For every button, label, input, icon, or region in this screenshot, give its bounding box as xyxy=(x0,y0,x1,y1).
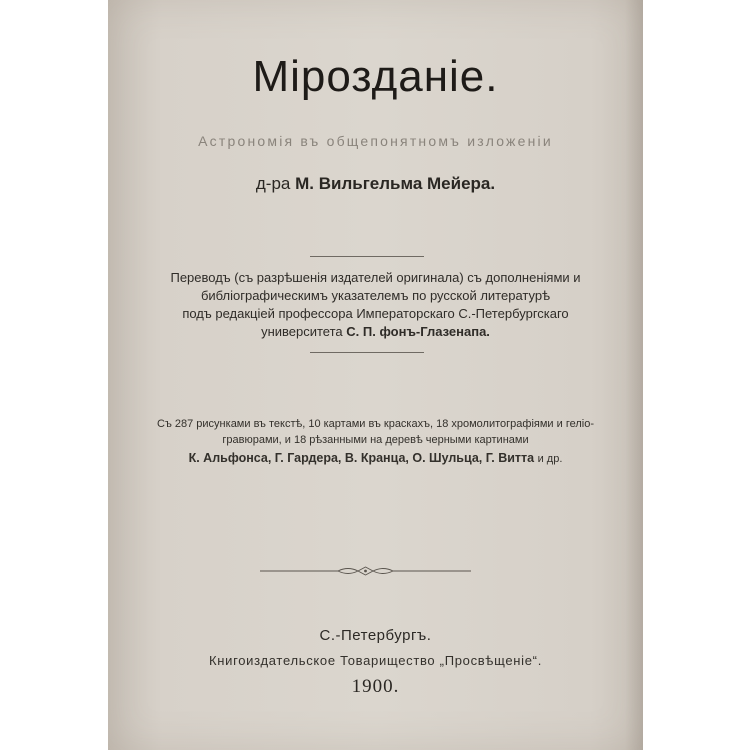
artists-names: К. Альфонса, Г. Гардера, В. Кранца, О. Шульца, Г. Витта xyxy=(188,451,535,465)
imprint-publisher: Книгоиздательское Товарищество „Просвѣщеніе“. xyxy=(208,653,543,668)
divider-bottom xyxy=(310,352,424,353)
translation-line-1: Переводъ (съ разрѣшенія издателей оригинала) съ дополненіями и xyxy=(170,270,581,285)
imprint-city: С.-Петербургъ. xyxy=(319,627,432,644)
illustrations-line-1: Съ 287 рисунками въ текстѣ, 10 картами въ краскахъ, 18 хромолитографіями и геліо- xyxy=(157,418,594,430)
illustrations-note xyxy=(108,416,643,467)
translation-editor: С. П. фонъ-Глазенапа. xyxy=(346,324,490,339)
book-title: Мірозданіе. xyxy=(252,52,499,101)
author-prefix: д-ра xyxy=(255,174,291,193)
author-name: М. Вильгельма Мейера. xyxy=(295,174,496,193)
translation-line-2: библіографическимъ указателемъ по русской литературѣ xyxy=(200,288,551,303)
illustrations-line-2: гравюрами, и 18 рѣзанными на деревѣ черными картинами xyxy=(222,434,529,446)
divider-top xyxy=(310,256,424,257)
illustrations-artists xyxy=(108,450,643,467)
imprint-year: 1900. xyxy=(351,676,400,697)
translation-line-3: подъ редакціей профессора Императорскаго С.-Петербургскаго xyxy=(182,306,569,321)
author-line xyxy=(108,174,643,194)
ornamental-rule-icon xyxy=(258,563,473,579)
book-subtitle: Астрономія въ общепонятномъ изложеніи xyxy=(198,133,553,149)
translation-note xyxy=(108,269,643,341)
title-page xyxy=(108,0,643,750)
translation-line-4 xyxy=(108,323,643,341)
translation-university: университета xyxy=(261,324,343,339)
artists-tail: и др. xyxy=(537,453,563,465)
